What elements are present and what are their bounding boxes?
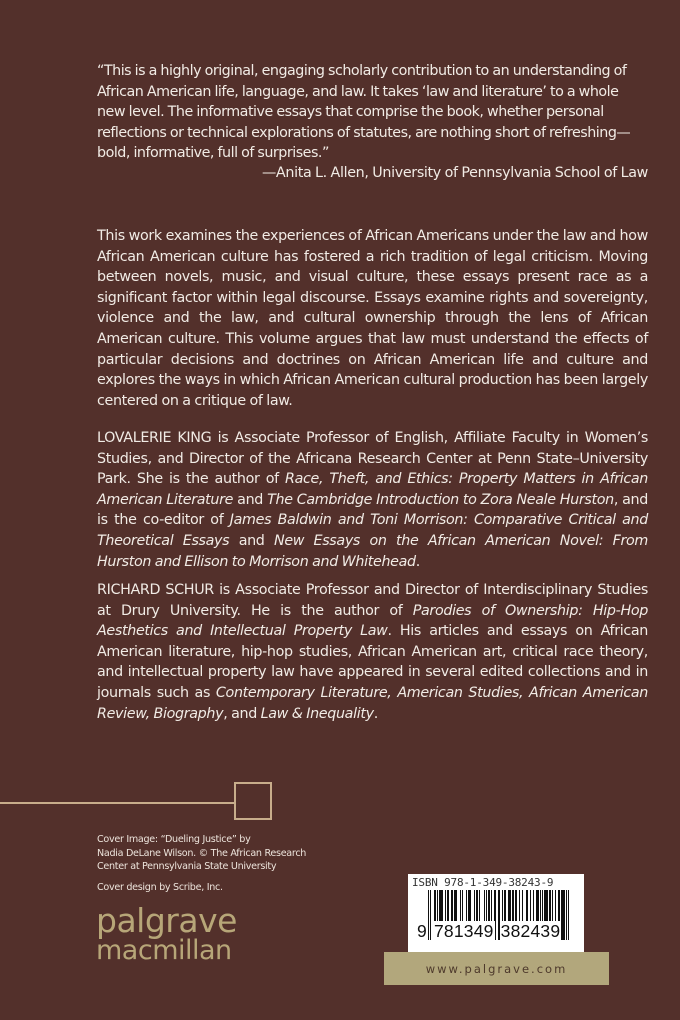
decorative-square — [234, 782, 272, 820]
book-description: This work examines the experiences of African Americans under the law and how African American culture has fostered a rich tradition of legal criticism. Moving between novels, music, and visual culture, these essays present race as a significant factor within legal discourse. Essays examine rights and sovereignty, violence and the law, and cultural ownership through the lens of African American culture. This volume argues that law must understand the effects of particular decisions and doctrines on African American life and culture and explores the ways in which African American cultural production has been largely centered on a critique of law. — [97, 228, 648, 409]
isbn-barcode — [408, 874, 584, 952]
ean-group-1: 781349 — [434, 921, 494, 941]
logo-palgrave: palgrave — [96, 901, 237, 940]
cover-credits — [97, 833, 306, 894]
publisher-logo — [96, 901, 237, 966]
logo-macmillan: macmillan — [96, 935, 232, 966]
cover-design-credit: Cover design by Scribe, Inc. — [97, 881, 223, 893]
publisher-url: www.palgrave.com — [384, 952, 609, 985]
cover-image-credit-line3: Center at Pennsylvania State University — [97, 861, 277, 873]
ean-first-digit: 9 — [417, 921, 427, 941]
cover-image-credit-line1: Cover Image: “Dueling Justice” by — [97, 834, 251, 845]
author-bio-king: LOVALERIE KING is Associate Professor of English, Affiliate Faculty in Women’s Studies, and Director of the Africana Research Center at Penn State–University Park. She is the author of Race, Theft, and Ethics: Property Matters in African American Literature and The Cambridge Introduction to Zora Neale Hurston, and is the co-editor of James Baldwin and Toni Morrison: Comparative Critical and Theoretical Essays and New Essays on the African American Novel: From Hurston and Ellison to Morrison and Whitehead. — [97, 430, 648, 570]
author-bio-schur: RICHARD SCHUR is Associate Professor and Director of Interdisciplinary Studies at Drury University. He is the author of Parodies of Ownership: Hip-Hop Aesthetics and Intellectual Property Law. His articles and essays on African American literature, hip-hop studies, African American art, critical race theory, and intellectual property law have appeared in several edited collections and in journals such as Contemporary Literature, American Studies, African American Review, Biography, and Law & Inequality. — [97, 582, 648, 722]
ean-digits — [416, 921, 561, 942]
ean-group-2: 382439 — [500, 921, 561, 941]
isbn-label: ISBN 978-1-349-38243-9 — [412, 876, 554, 889]
cover-image-credit-line2: Nadia DeLane Wilson. © The African Research — [97, 847, 307, 859]
decorative-rule — [0, 802, 235, 804]
endorsement-quote: “This is a highly original, engaging scholarly contribution to an understanding of African American life, language, and law. It takes ‘law and literature’ to a whole new level. The informative essays that comprise the book, whether personal reflections or technical explorations of statutes, are nothing short of refreshing—bold, informative, full of surprises.” — [97, 63, 631, 162]
quote-attribution: —Anita L. Allen, University of Pennsylvania School of Law — [261, 165, 648, 181]
